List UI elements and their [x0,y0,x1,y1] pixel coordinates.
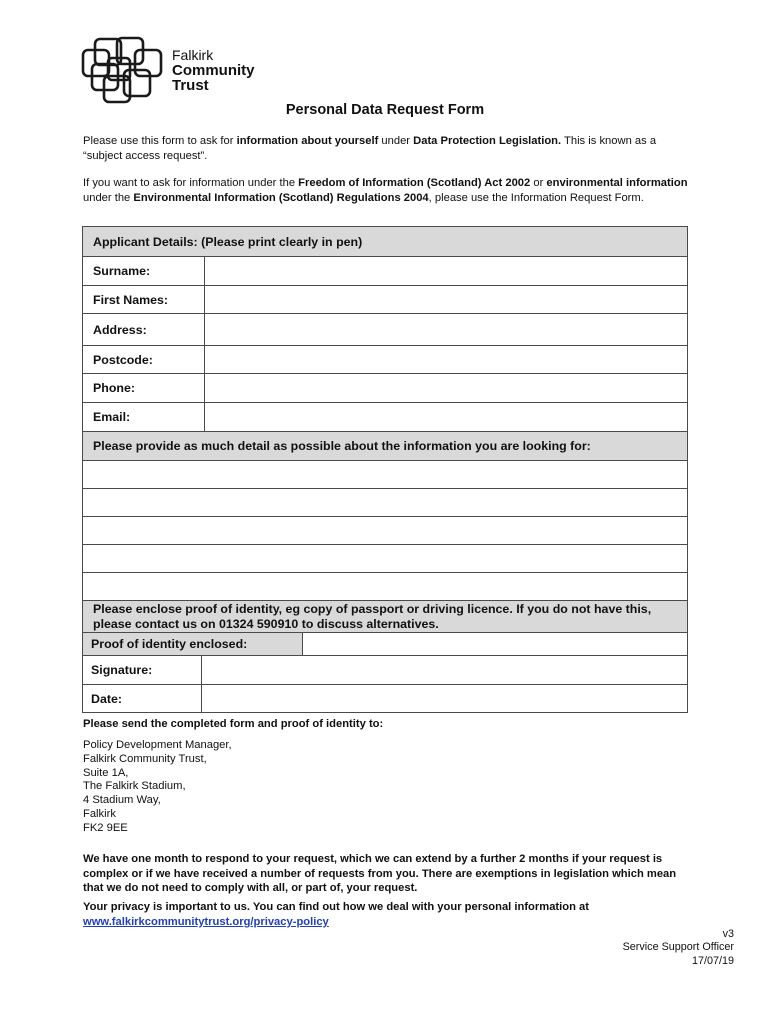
first-names-label: First Names: [82,285,205,314]
surname-label: Surname: [82,256,205,286]
detail-line[interactable] [82,460,688,489]
address-line: Falkirk Community Trust, [83,752,207,765]
proof-enclosed-label: Proof of identity enclosed: [82,632,303,656]
address-line: Suite 1A, [83,766,129,779]
address-line: Falkirk [83,807,116,820]
surname-field[interactable] [204,256,688,286]
response-time-notice: We have one month to respond to your request, which we can extend by a further 2 months if your request is complex or if we have received a number of requests from you. There are exemptions in legislation which mean that we do not need to comply with all, or part of, your request. [83,853,677,895]
address-line: Policy Development Manager, [83,739,232,751]
date-label: Date: [82,684,202,713]
logo-text-falkirk: Falkirk [172,47,214,63]
address-line: FK2 9EE [83,821,128,834]
signature-field[interactable] [201,655,688,685]
intro-paragraph-subject-access: Please use this form to ask for information about yourself under Data Protection Legislation. This is known as a “subject access request”. [83,135,657,162]
page-title: Personal Data Request Form [285,102,485,118]
privacy-notice [83,900,693,929]
date-field[interactable] [201,684,688,713]
detail-line[interactable] [82,544,688,573]
postcode-field[interactable] [204,345,688,374]
proof-enclosed-field[interactable] [302,632,688,656]
postal-address [83,739,232,836]
detail-line[interactable] [82,572,688,601]
email-label: Email: [82,402,205,432]
send-to-heading: Please send the completed form and proof of identity to: [83,718,384,730]
email-field[interactable] [204,402,688,432]
phone-label: Phone: [82,373,205,403]
version-number: v3 [722,928,734,940]
version-date: 17/07/19 [691,954,734,967]
privacy-notice-text: Your privacy is important to us. You can find out how we deal with your personal information at [83,901,589,913]
logo-text-trust: Trust [172,77,209,94]
proof-of-identity-notice: Please enclose proof of identity, eg copy of passport or driving licence. If you do not have this, please contact us on 01324 590910 to discuss alternatives. [82,600,688,633]
address-label: Address: [82,313,205,346]
information-detail-header: Please provide as much detail as possible about the information you are looking for: [82,431,688,461]
address-line: The Falkirk Stadium, [83,780,186,793]
privacy-policy-link[interactable]: www.falkirkcommunitytrust.org/privacy-policy [83,915,329,928]
postcode-label: Postcode: [82,345,205,374]
address-field[interactable] [204,313,688,346]
detail-line[interactable] [82,516,688,545]
first-names-field[interactable] [204,285,688,314]
address-line: 4 Stadium Way, [83,794,161,807]
intro-paragraph-foi: If you want to ask for information under the Freedom of Information (Scotland) Act 2002 or environmental information under the Environmental Information (Scotland) Regulations 2004, please use the Information Request Form. [83,177,688,204]
logo [80,36,280,104]
document-owner: Service Support Officer [622,941,734,954]
phone-field[interactable] [204,373,688,403]
applicant-details-header: Applicant Details: (Please print clearly in pen) [82,226,688,257]
version-info [623,928,734,968]
signature-label: Signature: [82,655,202,685]
detail-line[interactable] [82,488,688,517]
logo-text-community: Community [172,62,255,79]
